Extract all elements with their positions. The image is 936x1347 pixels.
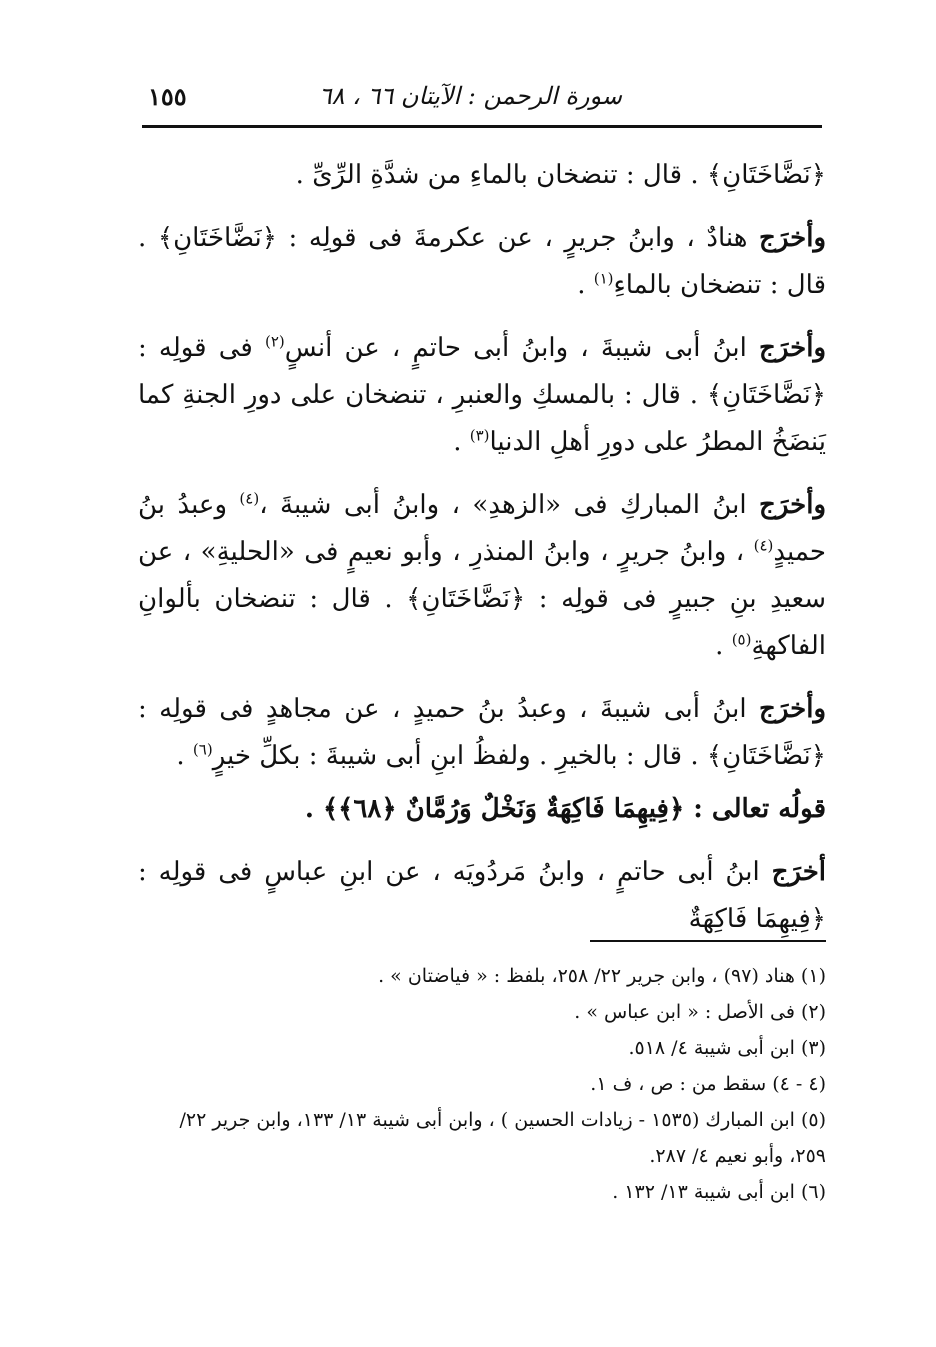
footnote-ref[interactable]: (٦) [192,740,213,759]
footnote-ref[interactable]: (٣) [469,426,490,445]
page-number: ١٥٥ [148,82,187,111]
paragraph-lead: وأخرَج [759,223,827,253]
paragraph-5 [138,849,826,943]
running-title: سورة الرحمن : الآيتان ٦٦ ، ٦٨ [318,82,622,110]
paragraph-lead: وأخرَج [759,490,827,520]
paragraph-text: ابنُ أبى شيبةَ ، وعبدُ بنُ حميدٍ ، عن مجاهدٍ فى قولِه : ﴿نَضَّاخَتَانِ﴾ . قال : بالخيرِ . ولفظُ ابنِ أبى شيبةَ : بكلِّ خيرٍ [138,694,826,771]
paragraph-text: هنادٌ ، وابنُ جريرٍ ، عن عكرمةَ فى قولِه : ﴿نَضَّاخَتَانِ﴾ . قال : تنضخان بالماءِ [138,223,826,300]
footnote-6: (٦) ابن أبى شيبة ١٣/ ١٣٢ . [612,1181,826,1203]
footnote-5: (٥) ابن المبارك (١٥٣٥ - زيادات الحسين ) ، وابن أبى شيبة ١٣/ ١٣٣، وابن جرير ٢٢/ ٢٥٩، وأبو نعيم ٤/ ٢٨٧. [179,1109,826,1167]
paragraph-text: ابنُ أبى حاتمٍ ، وابنُ مَردُويَه ، عن ابنِ عباسٍ فى قولِه : ﴿فِيهِمَا فَاكِهَةٌ [138,857,826,934]
paragraph-text: وعبدُ بنُ حميدٍ [138,490,826,567]
paragraph-lead: أخرَج [771,857,826,887]
paragraph-3 [138,482,826,670]
header-rule [142,125,822,128]
footnotes [138,958,826,1210]
footnote-ref[interactable]: (٢) [264,332,285,351]
paragraph-lead: وأخرَج [759,694,827,724]
page-header [142,76,822,120]
footnote-3: (٣) ابن أبى شيبة ٤/ ٥١٨. [628,1037,826,1059]
footnote-ref[interactable]: (٥) [731,630,752,649]
footnote-2: (٢) فى الأصل : « ابن عباس » . [574,1001,826,1023]
verse-heading [138,786,826,833]
paragraph-0 [138,152,826,199]
paragraph-text: ﴿نَضَّاخَتَانِ﴾ . قال : تنضخان بالماءِ من شدَّةِ الرِّىِّ . [295,160,826,190]
paragraph-2 [138,325,826,466]
footnote-ref[interactable]: (٤) [239,489,260,508]
verse-text: ﴿فِيهِمَا فَاكِهَةٌ وَنَخْلٌ وَرُمَّانٌ ﴿٦٨﴾﴾ . [304,794,685,824]
paragraph-lead: وأخرَج [759,333,827,363]
footnote-ref[interactable]: (١) [593,269,614,288]
paragraph-4 [138,686,826,780]
paragraph-tail: . [176,741,193,771]
paragraph-tail: . [453,427,470,457]
paragraph-tail: . [715,631,732,661]
paragraph-text: فى قولِه : ﴿نَضَّاخَتَانِ﴾ . قال : بالمسكِ والعنبرِ ، تنضخان على دورِ الجنةِ كما يَنضَخُ المطرُ على دورِ أهلِ الدنيا [138,333,826,457]
main-text [138,152,826,959]
paragraph-text: ابنُ المباركِ فى «الزهدِ» ، وابنُ أبى شيبةَ ، [259,490,747,520]
footnote-ref[interactable]: (٤) [753,536,774,555]
paragraph-text: ، وابنُ جريرٍ ، وابنُ المنذرِ ، وأبو نعيمٍ فى «الحليةِ» ، عن سعيدِ بنِ جبيرٍ فى قولِه : ﴿نَضَّاخَتَانِ﴾ . قال : تنضخان بألوانِ الفاكهةِ [138,537,826,661]
footnote-4: (٤ - ٤) سقط من : ص ، ف ١. [590,1073,826,1095]
verse-heading-lead: قولُه تعالى : [693,794,826,824]
footnote-1: (١) هناد (٩٧) ، وابن جرير ٢٢/ ٢٥٨، بلفظ : « فياضتان » . [378,965,826,987]
paragraph-1 [138,215,826,309]
paragraph-tail: . [577,270,594,300]
footnote-separator [590,940,826,942]
paragraph-text: ابنُ أبى شيبةَ ، وابنُ أبى حاتمٍ ، عن أنسٍ [284,333,747,363]
